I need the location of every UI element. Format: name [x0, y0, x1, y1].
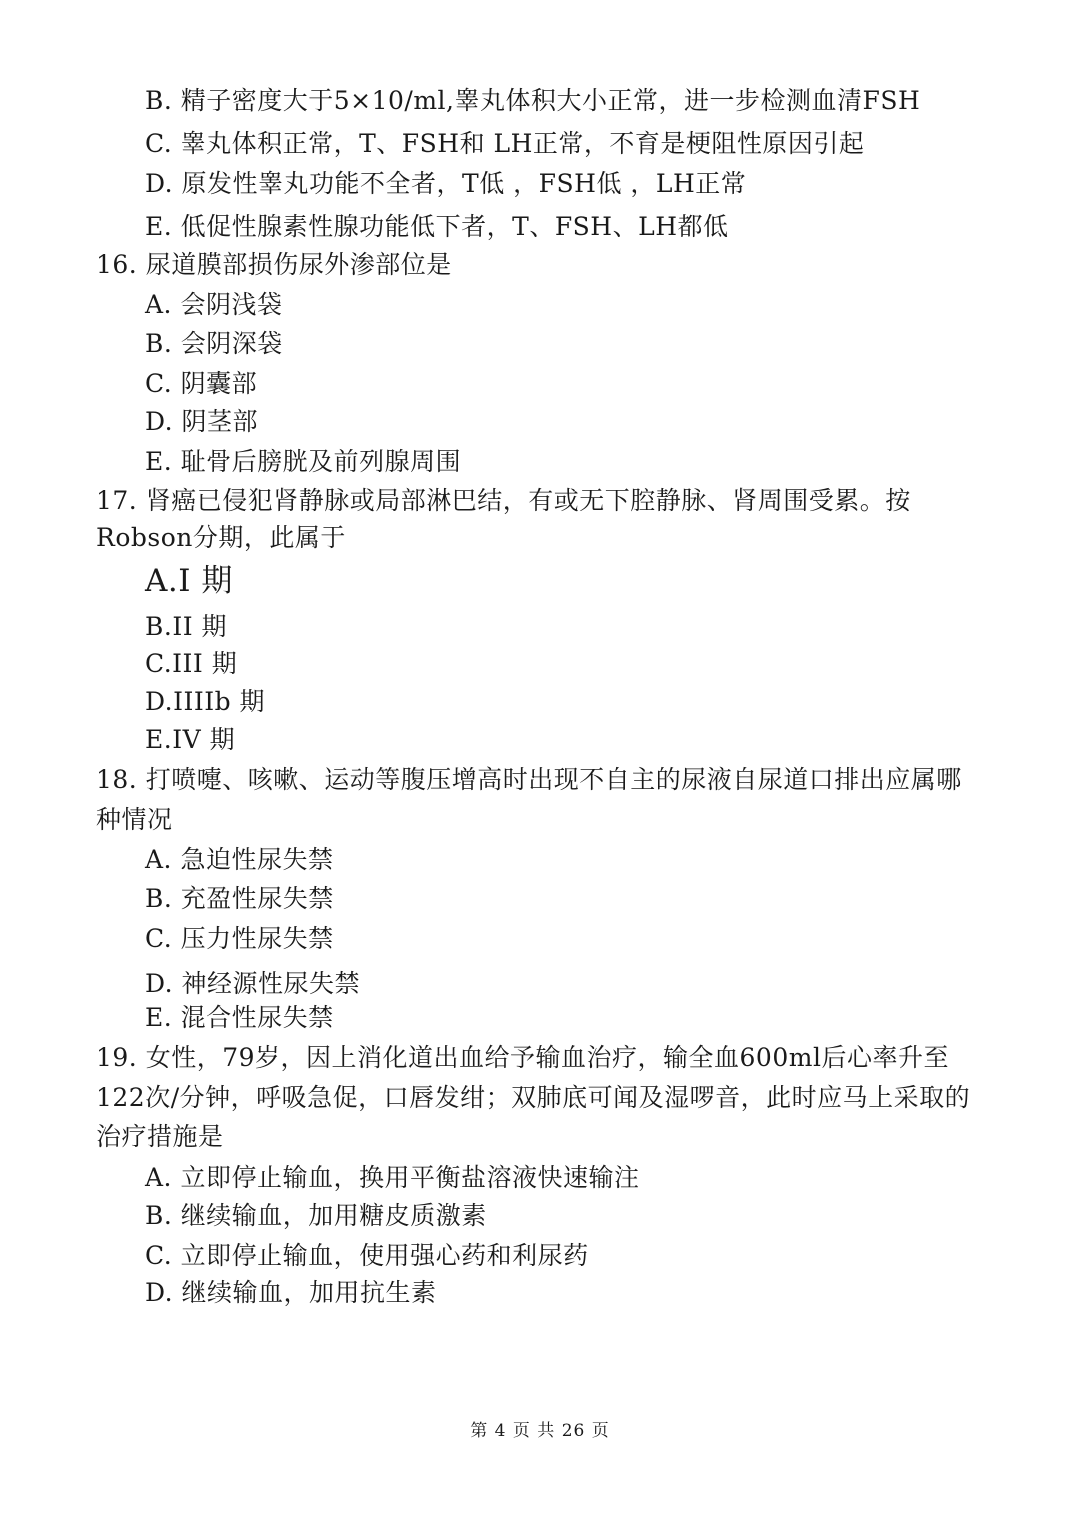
q19-option-c: C. 立即停止输血，使用强心药和利尿药	[145, 1241, 589, 1270]
q19-stem-line2: 122次/分钟，呼吸急促，口唇发绀；双肺底可闻及湿啰音，此时应马上采取的	[96, 1083, 971, 1112]
q16-option-c: C. 阴囊部	[145, 369, 258, 398]
q15-option-e: E. 低促性腺素性腺功能低下者，T、FSH、LH都低	[145, 212, 729, 241]
q16-option-d: D. 阴茎部	[145, 407, 259, 436]
q17-option-d: D.IIIIb 期	[145, 687, 266, 716]
q18-option-c: C. 压力性尿失禁	[145, 924, 334, 953]
q18-stem-line2: 种情况	[96, 805, 173, 834]
q16-option-a: A. 会阴浅袋	[145, 290, 283, 319]
q16-option-e: E. 耻骨后膀胱及前列腺周围	[145, 447, 462, 476]
q15-option-b: B. 精子密度大于5×10/ml,睾丸体积大小正常，进一步检测血清FSH	[145, 86, 921, 115]
q17-stem-line1: 17. 肾癌已侵犯肾静脉或局部淋巴结，有或无下腔静脉、肾周围受累。按	[96, 486, 911, 515]
q17-option-a: A.I 期	[145, 563, 233, 599]
q16-option-b: B. 会阴深袋	[145, 329, 283, 358]
q17-stem-line2: Robson分期，此属于	[96, 523, 346, 552]
q15-option-c: C. 睾丸体积正常，T、FSH和 LH正常，不育是梗阻性原因引起	[145, 129, 865, 158]
q18-option-b: B. 充盈性尿失禁	[145, 884, 334, 913]
q19-option-a: A. 立即停止输血，换用平衡盐溶液快速输注	[145, 1163, 640, 1192]
q18-option-a: A. 急迫性尿失禁	[145, 845, 334, 874]
q18-stem-line1: 18. 打喷嚏、咳嗽、运动等腹压增高时出现不自主的尿液自尿道口排出应属哪	[96, 765, 962, 794]
page-number: 第 4 页 共 26 页	[470, 1421, 610, 1441]
q17-option-c: C.III 期	[145, 649, 238, 678]
q17-option-e: E.IV 期	[145, 725, 236, 754]
q19-stem-line1: 19. 女性，79岁，因上消化道出血给予输血治疗，输全血600ml后心率升至	[96, 1043, 949, 1072]
q19-stem-line3: 治疗措施是	[96, 1122, 224, 1151]
q19-option-b: B. 继续输血，加用糖皮质激素	[145, 1201, 487, 1230]
q18-option-e: E. 混合性尿失禁	[145, 1003, 334, 1032]
q18-option-d: D. 神经源性尿失禁	[145, 969, 361, 998]
q19-option-d: D. 继续输血，加用抗生素	[145, 1278, 437, 1307]
q15-option-d: D. 原发性睾丸功能不全者，T低 ，FSH低 ，LH正常	[145, 169, 747, 198]
q17-option-b: B.II 期	[145, 612, 228, 641]
q16-stem: 16. 尿道膜部损伤尿外渗部位是	[96, 250, 452, 279]
